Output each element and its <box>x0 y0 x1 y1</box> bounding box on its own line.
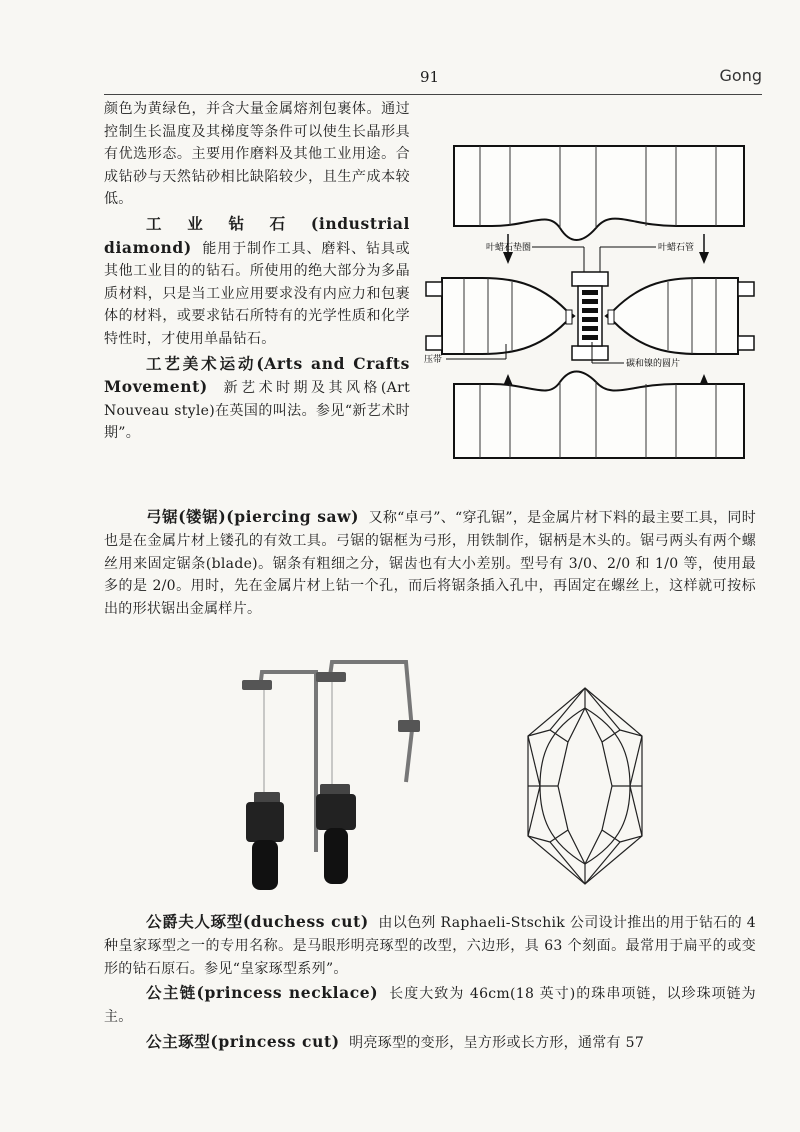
down-arrow-right <box>699 234 709 264</box>
gasket-top <box>572 272 608 286</box>
entry-duchess-cut <box>104 911 756 980</box>
entry-princess-cut <box>104 1031 756 1055</box>
cell-side-right <box>608 310 614 324</box>
piercing-saw-block <box>104 506 756 621</box>
bottom-anvil <box>454 372 744 459</box>
right-clamp-bottom <box>738 336 754 350</box>
label-pressure-ring: 压带 <box>424 355 443 365</box>
label-pyrophyllite-tube: 叶蜡石管 <box>658 243 695 253</box>
entry-term: 弓锯(镂锯)(piercing saw) <box>146 507 360 526</box>
entry-term: 工艺美术运动(Arts and Crafts Movement) <box>104 353 410 397</box>
entry-definition: 长度大致为 46cm(18 英寸)的珠串项链，以珍珠项链为主。 <box>104 986 756 1026</box>
entry-definition: 新艺术时期及其风格(Art Nouveau style)在英国的叫法。参见“新艺术时期”。 <box>104 380 410 442</box>
left-clamp-top <box>426 282 442 296</box>
facet-lines <box>528 688 642 884</box>
saw-left <box>242 672 316 890</box>
label-carbon-nickel-disc: 碳和镍的圆片 <box>626 359 681 369</box>
header-rule <box>104 94 762 95</box>
duchess-cut-diagram <box>520 686 650 886</box>
left-clamp-bottom <box>426 336 442 350</box>
intro-paragraph: 颜色为黄绿色，并含大量金属熔剂包裹体。通过控制生长温度及其梯度等条件可以使生长晶形具有优选形态。主要用作磨料及其他工业用途。合成钻砂与天然钻砂相比缺陷较少，且生产成本较低。 <box>104 101 410 208</box>
entry-term: 公主链(princess necklace) <box>146 983 379 1003</box>
entry-term: 公爵夫人琢型(duchess cut) <box>146 912 369 931</box>
cell-side-left <box>566 310 572 324</box>
label-pyrophyllite-gasket: 叶蜡石垫圈 <box>486 243 532 253</box>
entry-definition: 明亮琢型的变形，呈方形或长方形，通常有 57 <box>349 1034 645 1051</box>
entry-industrial-diamond <box>104 213 410 351</box>
left-anvil <box>442 278 574 354</box>
entry-term: 公主琢型(princess cut) <box>146 1031 340 1051</box>
duchess-cut-svg <box>520 686 650 886</box>
entry-definition: 能用于制作工具、磨料、钻具或其他工业目的的钻石。所使用的绝大部分为多晶质材料，只是当工业应用要求没有内应力和包裹体的材料，或要求钻石所特有的光学性质和化学特性时，才使用单晶钻石。 <box>104 240 410 347</box>
right-clamp-top <box>738 282 754 296</box>
right-anvil <box>606 278 738 354</box>
page-number: 91 <box>420 68 440 86</box>
press-diagram-svg <box>420 132 760 472</box>
entry-term: 工业钻石(industrial diamond) <box>104 213 410 257</box>
piercing-saw-svg <box>220 652 440 894</box>
gasket-bottom <box>572 346 608 360</box>
saw-right <box>316 662 420 884</box>
entry-definition: 由以色列 Raphaeli-Stschik 公司设计推出的用于钻石的 4 种皇家琢型之一的专用名称。是马眼形明亮琢型的改型，六边形，具 63 个刻面。最常用于扁平的或变形的钻石原石。参见“皇家琢型系列”。 <box>104 915 756 977</box>
left-column <box>104 98 410 445</box>
entry-piercing-saw <box>104 506 756 621</box>
lower-entries <box>104 911 756 1055</box>
press-diagram <box>420 132 760 472</box>
running-head: Gong <box>719 66 762 85</box>
entry-definition: 又称“卓弓”、“穿孔锯”，是金属片材下料的最主要工具，同时也是在金属片材上镂孔的有效工具。弓锯的锯框为弓形，用铁制作，锯柄是木头的。锯弓两头有两个螺丝用来固定锯条(blade)。锯条有粗细之分，锯齿也有大小差别。型号有 3/0、2/0 和 1/0 等，使用最多的是 2/0。用时，先在金属片材上钻一个孔，而后将锯条插入孔中，再固定在螺丝上，这样就可按标出的形状锯出金属样片。 <box>104 510 757 618</box>
top-anvil <box>454 146 744 240</box>
entry-princess-necklace <box>104 982 756 1029</box>
piercing-saw-photo <box>220 652 440 894</box>
entry-arts-and-crafts <box>104 353 410 445</box>
